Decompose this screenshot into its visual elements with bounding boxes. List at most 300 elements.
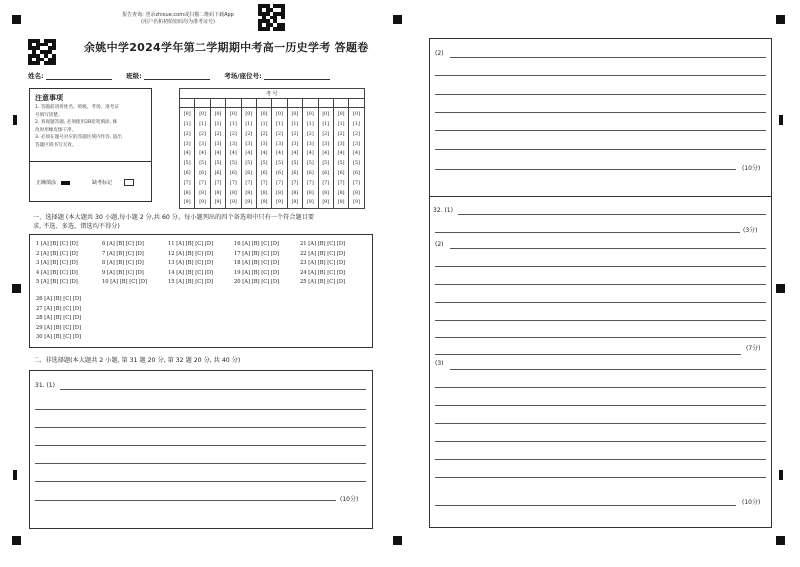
exam-number-bubble[interactable]: [1] <box>322 122 330 128</box>
mc-question-number: 5 <box>36 279 41 286</box>
mc-question-number: 1 <box>36 241 41 247</box>
answer-line[interactable] <box>435 387 766 388</box>
answer-line[interactable] <box>435 232 740 233</box>
mc-options[interactable]: [A] [B] [C] [D] <box>176 260 214 267</box>
exam-number-bubble[interactable]: [8] <box>245 190 253 196</box>
answer-line[interactable] <box>450 57 766 58</box>
mc-question-row[interactable] <box>36 306 81 312</box>
exam-number-bubble[interactable]: [7] <box>183 180 191 186</box>
answer-line[interactable] <box>435 423 766 424</box>
exam-number-bubble[interactable]: [7] <box>353 180 360 186</box>
mc-question-row[interactable] <box>168 251 213 257</box>
exam-number-bubble[interactable]: [2] <box>276 131 283 137</box>
mc-question-row[interactable] <box>300 241 345 247</box>
exam-number-bubble[interactable]: [2] <box>245 131 253 137</box>
answer-line[interactable] <box>60 389 366 390</box>
exam-number-bubble[interactable]: [8] <box>260 190 268 196</box>
exam-number-bubble[interactable]: [4] <box>199 151 206 157</box>
exam-number-bubble[interactable]: [6] <box>260 171 268 177</box>
exam-number-bubble[interactable]: [7] <box>337 180 345 186</box>
exam-number-write-cell[interactable] <box>241 99 256 108</box>
mc-options[interactable]: [A] [B] [C] [D] <box>106 269 144 276</box>
exam-number-bubble[interactable]: [4] <box>353 151 360 157</box>
exam-number-bubble[interactable]: [5] <box>199 161 206 167</box>
exam-number-bubble[interactable]: [9] <box>245 200 253 206</box>
exam-number-bubble[interactable]: [1] <box>353 122 360 128</box>
exam-number-bubble[interactable]: [5] <box>183 161 191 167</box>
answer-line[interactable] <box>435 477 766 478</box>
mc-question-number: 14 <box>168 269 177 276</box>
mc-options[interactable]: [A] [B] [C] [D] <box>106 241 144 247</box>
exam-number-bubble[interactable]: [4] <box>229 151 237 157</box>
answer-line[interactable] <box>458 214 766 215</box>
mc-options[interactable]: [A] [B] [C] [D] <box>308 279 346 286</box>
exam-number-digit-column[interactable] <box>349 108 364 209</box>
mc-options[interactable]: [A] [B] [C] [D] <box>44 296 82 302</box>
mc-question-row[interactable] <box>36 260 78 266</box>
timing-mark-l1 <box>13 115 17 125</box>
exam-number-bubble[interactable]: [5] <box>214 161 222 167</box>
exam-number-digit-column[interactable] <box>180 108 195 209</box>
exam-number-write-cell[interactable] <box>349 99 364 108</box>
mc-question-number: 12 <box>168 250 177 257</box>
exam-number-digit-column[interactable] <box>195 108 210 209</box>
sheet-title: 余姚中学2024学年第二学期期中考高一历史学考 答题卷 <box>84 41 369 54</box>
q32-part1-score: (3分) <box>743 227 758 234</box>
mc-question-number: 25 <box>300 279 309 286</box>
exam-number-write-cell[interactable] <box>287 99 302 108</box>
answer-line[interactable] <box>435 302 766 303</box>
answer-line[interactable] <box>435 405 766 406</box>
mc-question-number: 23 <box>300 260 309 267</box>
top-notice <box>108 12 248 26</box>
answer-line[interactable] <box>435 284 766 285</box>
mc-question-number: 24 <box>300 269 309 276</box>
exam-number-write-cell[interactable] <box>180 99 195 108</box>
exam-number-bubble[interactable]: [5] <box>353 161 360 167</box>
answer-line[interactable] <box>435 130 766 131</box>
exam-number-bubble[interactable]: [7] <box>245 180 253 186</box>
attention-title: 注意事项 <box>35 94 63 102</box>
mc-question-row[interactable] <box>36 279 78 285</box>
exam-number-bubble[interactable]: [2] <box>183 131 191 137</box>
mc-options[interactable]: [A] [B] [C] [D] <box>44 334 82 341</box>
mc-options[interactable]: [A] [B] [C] [D] <box>40 241 78 247</box>
name-label: 姓名: <box>28 72 44 80</box>
exam-number-bubble[interactable]: [5] <box>322 161 330 167</box>
attention-lines <box>35 104 148 150</box>
answer-line[interactable] <box>435 337 766 338</box>
exam-number-bubble[interactable]: [1] <box>291 122 299 128</box>
side-mark-left <box>12 284 21 293</box>
exam-number-bubble[interactable]: [2] <box>353 131 360 137</box>
exam-number-bubble[interactable]: [2] <box>291 131 299 137</box>
mc-question-row[interactable] <box>36 334 81 340</box>
exam-number-digit-column[interactable] <box>210 108 225 209</box>
mc-question-number: 27 <box>36 305 45 312</box>
q32-part2-label: (2) <box>435 241 444 248</box>
answer-line[interactable] <box>450 369 766 370</box>
exam-number-bubble[interactable]: [6] <box>276 171 283 177</box>
mc-question-row[interactable] <box>300 251 345 257</box>
exam-number-bubble[interactable]: [9] <box>276 200 283 206</box>
exam-number-bubble[interactable]: [1] <box>245 122 253 128</box>
mc-question-number: 4 <box>36 269 41 276</box>
q31-part2-label: (2) <box>435 50 444 57</box>
exam-number-digit-column[interactable] <box>226 108 241 209</box>
exam-number-bubble[interactable]: [4] <box>291 151 299 157</box>
exam-number-bubble[interactable]: [6] <box>306 171 314 177</box>
exam-number-bubble[interactable]: [4] <box>245 151 253 157</box>
answer-line[interactable] <box>435 505 736 506</box>
exam-number-bubble[interactable]: [1] <box>183 122 191 128</box>
exam-number-write-cell[interactable] <box>226 99 241 108</box>
exam-number-bubble[interactable]: [0] <box>260 112 268 118</box>
mid-mark-top <box>393 15 402 24</box>
mc-question-row[interactable] <box>36 270 78 276</box>
exam-number-bubble[interactable]: [6] <box>337 171 345 177</box>
exam-number-bubble[interactable]: [0] <box>199 112 206 118</box>
exam-number-bubble[interactable]: [4] <box>276 151 283 157</box>
exam-number-bubble[interactable]: [8] <box>322 190 330 196</box>
exam-number-bubble[interactable]: [4] <box>260 151 268 157</box>
exam-number-bubble[interactable]: [9] <box>260 200 268 206</box>
exam-number-bubble[interactable]: [5] <box>337 161 345 167</box>
exam-number-bubble[interactable]: [0] <box>214 112 222 118</box>
mc-question-row[interactable] <box>36 315 81 321</box>
exam-number-bubble[interactable]: [8] <box>337 190 345 196</box>
timing-mark-l2 <box>13 470 17 480</box>
mc-question-row[interactable] <box>234 241 279 247</box>
exam-number-bubble[interactable]: [2] <box>199 131 206 137</box>
mc-question-number: 2 <box>36 250 41 257</box>
mc-question-number: 3 <box>36 260 41 267</box>
exam-number-bubble[interactable]: [9] <box>214 200 222 206</box>
q31-part1-label: 31. (1) <box>35 382 55 389</box>
exam-number-bubble[interactable]: [8] <box>183 190 191 196</box>
exam-number-bubble[interactable]: [1] <box>306 122 314 128</box>
answer-line[interactable] <box>435 94 766 95</box>
mc-options[interactable]: [A] [B] [C] [D] <box>242 279 280 286</box>
exam-number-digit-column[interactable] <box>272 108 287 209</box>
mc-options[interactable]: [A] [B] [C] [D] <box>106 260 144 267</box>
exam-number-bubble[interactable]: [0] <box>229 112 237 118</box>
exam-number-bubble[interactable]: [3] <box>229 141 237 147</box>
mc-question-number: 26 <box>36 296 45 302</box>
exam-number-bubble[interactable]: [3] <box>353 141 360 147</box>
exam-number-digit-column[interactable] <box>333 108 348 209</box>
exam-number-bubble[interactable]: [6] <box>214 171 222 177</box>
answer-line[interactable] <box>35 481 366 482</box>
exam-number-bubble[interactable]: [2] <box>337 131 345 137</box>
q31-part1-box <box>29 370 373 529</box>
exam-number-bubble[interactable]: [9] <box>353 200 360 206</box>
exam-number-bubble[interactable]: [5] <box>306 161 314 167</box>
exam-number-bubble[interactable]: [2] <box>260 131 268 137</box>
exam-number-bubble[interactable]: [7] <box>322 180 330 186</box>
mc-options[interactable]: [A] [B] [C] [D] <box>242 260 280 267</box>
mc-question-row[interactable] <box>234 260 279 266</box>
mc-question-row[interactable] <box>234 270 279 276</box>
exam-number-bubble[interactable]: [0] <box>183 112 191 118</box>
mc-options[interactable]: [A] [B] [C] [D] <box>110 279 148 286</box>
answer-line[interactable] <box>35 500 336 501</box>
exam-number-bubble[interactable]: [1] <box>199 122 206 128</box>
mc-question-row[interactable] <box>102 270 144 276</box>
exam-number-bubble[interactable]: [3] <box>276 141 283 147</box>
exam-number-bubble[interactable]: [4] <box>183 151 191 157</box>
exam-number-bubble[interactable]: [6] <box>229 171 237 177</box>
mc-options[interactable]: [A] [B] [C] [D] <box>106 250 144 257</box>
attention-line: 答题区域书写无效。 <box>35 142 77 148</box>
exam-number-bubble[interactable]: [9] <box>199 200 206 206</box>
exam-number-bubble[interactable]: [3] <box>214 141 222 147</box>
mc-options[interactable]: [A] [B] [C] [D] <box>176 241 214 247</box>
class-label: 班级: <box>126 72 142 80</box>
exam-number-bubble[interactable]: [6] <box>322 171 330 177</box>
corner-mark-tl <box>12 15 21 24</box>
mc-options[interactable]: [A] [B] [C] [D] <box>308 250 346 257</box>
exam-number-bubble[interactable]: [1] <box>229 122 237 128</box>
answer-line[interactable] <box>35 463 366 464</box>
exam-number-bubble[interactable]: [4] <box>306 151 314 157</box>
exam-number-bubble[interactable]: [7] <box>229 180 237 186</box>
exam-number-bubble[interactable]: [8] <box>276 190 283 196</box>
exam-number-bubble[interactable]: [5] <box>245 161 253 167</box>
mc-question-row[interactable] <box>168 270 213 276</box>
exam-number-bubble[interactable]: [7] <box>306 180 314 186</box>
exam-number-bubble[interactable]: [8] <box>199 190 206 196</box>
answer-line[interactable] <box>435 149 766 150</box>
mc-question-row[interactable] <box>36 251 78 257</box>
missing-mark-label: 缺考标记 <box>92 180 113 186</box>
mc-question-row[interactable] <box>168 260 213 266</box>
q31-part2-score: (10分) <box>742 165 761 172</box>
exam-number-write-cell[interactable] <box>210 99 225 108</box>
correct-fill-label: 正确填涂 <box>36 180 57 186</box>
exam-number-bubble[interactable]: [4] <box>337 151 345 157</box>
mc-options[interactable]: [A] [B] [C] [D] <box>242 250 280 257</box>
mc-question-number: 22 <box>300 250 309 257</box>
answer-line[interactable] <box>35 445 366 446</box>
mc-question-row[interactable] <box>36 325 81 331</box>
app-qr-code[interactable] <box>258 4 285 31</box>
exam-number-bubble[interactable]: [0] <box>245 112 253 118</box>
exam-number-bubble[interactable]: [0] <box>353 112 360 118</box>
mc-question-row[interactable] <box>300 279 345 285</box>
mc-options[interactable]: [A] [B] [C] [D] <box>242 269 280 276</box>
exam-number-bubble[interactable]: [5] <box>229 161 237 167</box>
answer-line[interactable] <box>435 266 766 267</box>
answer-line[interactable] <box>435 75 766 76</box>
mc-question-number: 19 <box>234 269 243 276</box>
mc-options[interactable]: [A] [B] [C] [D] <box>40 269 78 276</box>
exam-number-bubble[interactable]: [3] <box>322 141 330 147</box>
exam-number-bubble[interactable]: [4] <box>322 151 330 157</box>
mc-options[interactable]: [A] [B] [C] [D] <box>308 260 346 267</box>
exam-number-write-cell[interactable] <box>195 99 210 108</box>
exam-number-bubble[interactable]: [1] <box>260 122 268 128</box>
exam-number-bubble[interactable]: [7] <box>260 180 268 186</box>
section1-line2: 求, 不选、多选、错选均不得分) <box>33 223 120 230</box>
exam-number-bubble[interactable]: [0] <box>276 112 283 118</box>
mc-options[interactable]: [A] [B] [C] [D] <box>308 241 346 247</box>
mc-options[interactable]: [A] [B] [C] [D] <box>44 324 82 331</box>
q32-part2-score: (7分) <box>746 345 761 352</box>
mc-question-row[interactable] <box>102 241 144 247</box>
exam-number-bubble[interactable]: [9] <box>229 200 237 206</box>
exam-number-bubble[interactable]: [7] <box>276 180 283 186</box>
mc-options[interactable]: [A] [B] [C] [D] <box>40 279 78 286</box>
mc-question-row[interactable] <box>300 270 345 276</box>
exam-number-write-cell[interactable] <box>256 99 271 108</box>
missing-mark-example <box>92 179 134 186</box>
exam-number-bubble[interactable]: [8] <box>353 190 360 196</box>
filled-box-icon <box>61 181 70 185</box>
exam-number-bubble[interactable]: [2] <box>306 131 314 137</box>
answer-line[interactable] <box>35 409 366 410</box>
exam-number-bubble[interactable]: [7] <box>214 180 222 186</box>
question-divider <box>430 196 771 197</box>
mc-question-number: 8 <box>102 260 107 267</box>
exam-number-digit-column[interactable] <box>318 108 333 209</box>
mc-question-number: 30 <box>36 334 45 341</box>
exam-number-bubble[interactable]: [1] <box>214 122 222 128</box>
top-notice-line2: (用户名和初始密码均为准考证号) <box>141 19 215 25</box>
exam-number-bubble[interactable]: [2] <box>229 131 237 137</box>
sheet-qr-code <box>28 39 56 65</box>
attention-line: 2. 客观题答题, 必须使用2B铅笔填涂, 修 <box>35 120 118 126</box>
exam-number-bubble[interactable]: [9] <box>291 200 299 206</box>
mc-question-row[interactable] <box>36 296 81 302</box>
mc-question-row[interactable] <box>234 251 279 257</box>
exam-number-bubble[interactable]: [8] <box>214 190 222 196</box>
mc-options[interactable]: [A] [B] [C] [D] <box>308 269 346 276</box>
exam-number-bubble[interactable]: [6] <box>183 171 191 177</box>
exam-number-bubble[interactable]: [0] <box>291 112 299 118</box>
mc-options[interactable]: [A] [B] [C] [D] <box>176 269 214 276</box>
exam-number-write-cell[interactable] <box>318 99 333 108</box>
mc-question-row[interactable] <box>102 251 144 257</box>
mc-question-row[interactable] <box>102 279 147 285</box>
exam-number-header: 考 号 <box>180 89 365 99</box>
exam-number-bubble[interactable]: [8] <box>229 190 237 196</box>
exam-number-bubble[interactable]: [7] <box>199 180 206 186</box>
mc-question-row[interactable] <box>234 279 279 285</box>
q32-part3-score: (10分) <box>742 499 761 506</box>
attention-box <box>29 88 152 202</box>
mc-question-row[interactable] <box>36 241 78 247</box>
answer-line[interactable] <box>35 427 366 428</box>
name-field[interactable] <box>46 71 112 80</box>
class-field[interactable] <box>144 71 210 80</box>
exam-number-bubble[interactable]: [9] <box>306 200 314 206</box>
exam-number-bubble[interactable]: [3] <box>245 141 253 147</box>
exam-number-digit-column[interactable] <box>303 108 318 209</box>
mc-options[interactable]: [A] [B] [C] [D] <box>40 260 78 267</box>
exam-number-bubble[interactable]: [3] <box>306 141 314 147</box>
missing-mark-box[interactable] <box>124 179 134 186</box>
mc-options[interactable]: [A] [B] [C] [D] <box>44 315 82 322</box>
mc-options[interactable]: [A] [B] [C] [D] <box>242 241 280 247</box>
exam-number-bubble[interactable]: [7] <box>291 180 299 186</box>
exam-number-bubble[interactable]: [3] <box>260 141 268 147</box>
mc-question-row[interactable] <box>102 260 144 266</box>
mc-question-row[interactable] <box>300 260 345 266</box>
exam-number-bubble[interactable]: [3] <box>291 141 299 147</box>
exam-number-bubble[interactable]: [6] <box>353 171 360 177</box>
mc-question-number: 20 <box>234 279 243 286</box>
answer-line[interactable] <box>435 441 766 442</box>
answer-line[interactable] <box>450 248 766 249</box>
exam-number-write-cell[interactable] <box>272 99 287 108</box>
exam-number-bubble[interactable]: [3] <box>337 141 345 147</box>
exam-number-bubble[interactable]: [2] <box>322 131 330 137</box>
exam-number-bubble[interactable]: [9] <box>337 200 345 206</box>
exam-number-digit-column[interactable] <box>287 108 302 209</box>
exam-number-bubble[interactable]: [6] <box>245 171 253 177</box>
mc-options[interactable]: [A] [B] [C] [D] <box>176 279 214 286</box>
mc-question-row[interactable] <box>168 279 213 285</box>
exam-number-bubble[interactable]: [3] <box>199 141 206 147</box>
answer-line[interactable] <box>435 459 766 460</box>
q32-part1-label: 32. (1) <box>433 207 453 214</box>
mc-options[interactable]: [A] [B] [C] [D] <box>40 250 78 257</box>
exam-number-bubble[interactable]: [6] <box>291 171 299 177</box>
exam-number-bubble[interactable]: [1] <box>276 122 283 128</box>
exam-number-digit-column[interactable] <box>241 108 256 209</box>
exam-number-bubble[interactable]: [8] <box>291 190 299 196</box>
exam-number-bubble[interactable]: [2] <box>214 131 222 137</box>
right-answer-box <box>429 38 772 528</box>
exam-number-write-cell[interactable] <box>303 99 318 108</box>
exam-number-bubble[interactable]: [3] <box>183 141 191 147</box>
q31-part1-score: (10分) <box>340 496 359 503</box>
mc-question-number: 28 <box>36 315 45 322</box>
mc-question-row[interactable] <box>168 241 213 247</box>
answer-line[interactable] <box>435 169 736 170</box>
exam-number-bubble[interactable]: [8] <box>306 190 314 196</box>
exam-number-bubble[interactable]: [0] <box>306 112 314 118</box>
exam-number-digit-column[interactable] <box>256 108 271 209</box>
answer-line[interactable] <box>435 320 766 321</box>
exam-number-bubble[interactable]: [5] <box>276 161 283 167</box>
exam-number-bubble[interactable]: [5] <box>260 161 268 167</box>
correct-fill-example <box>36 179 70 186</box>
mc-options[interactable]: [A] [B] [C] [D] <box>176 250 214 257</box>
mc-question-number: 16 <box>234 241 243 247</box>
exam-number-write-cell[interactable] <box>333 99 348 108</box>
exam-number-bubble[interactable]: [4] <box>214 151 222 157</box>
mc-options[interactable]: [A] [B] [C] [D] <box>44 305 82 312</box>
mc-question-number: 15 <box>168 279 177 286</box>
room-seat-field[interactable] <box>264 71 330 80</box>
exam-number-bubble[interactable]: [0] <box>322 112 330 118</box>
exam-number-bubble[interactable]: [9] <box>183 200 191 206</box>
answer-line[interactable] <box>435 354 741 355</box>
corner-mark-br <box>776 536 785 545</box>
exam-number-bubble[interactable]: [6] <box>199 171 206 177</box>
attention-divider <box>30 161 151 162</box>
room-seat-label: 考场/座位号: <box>224 72 262 80</box>
answer-line[interactable] <box>435 112 766 113</box>
exam-number-bubble[interactable]: [1] <box>337 122 345 128</box>
exam-number-bubble[interactable]: [0] <box>337 112 345 118</box>
timing-mark-r2 <box>779 470 783 480</box>
exam-number-bubble[interactable]: [9] <box>322 200 330 206</box>
exam-number-grid <box>179 88 365 209</box>
exam-number-bubble[interactable]: [5] <box>291 161 299 167</box>
